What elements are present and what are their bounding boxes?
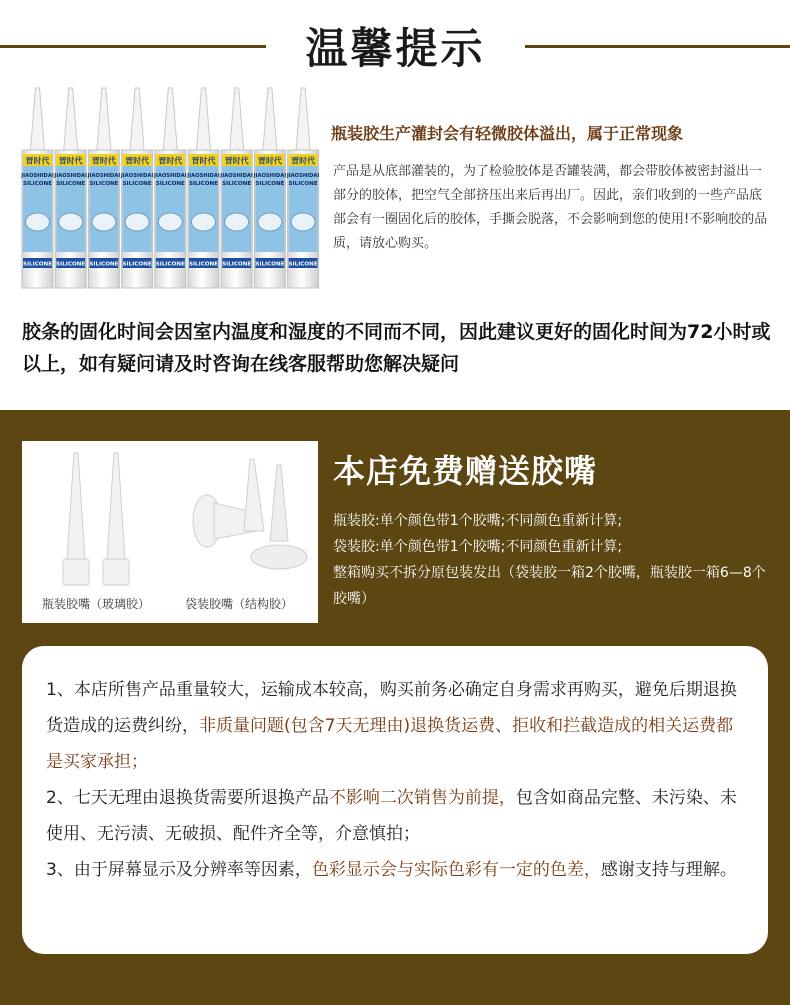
sealant-tube — [186, 88, 220, 288]
gift-line-box: 整箱购买不拆分原包装发出（袋装胶一箱2个胶嘴，瓶装胶一箱6—8个胶嘴） — [333, 565, 766, 607]
page-title: 温馨提示 — [305, 24, 486, 73]
svg-text:SILICONE: SILICONE — [188, 261, 219, 268]
svg-text:JIAOSHIDAI: JIAOSHIDAI — [87, 173, 121, 179]
sealant-tube — [53, 88, 87, 288]
svg-text:SILICONE: SILICONE — [255, 261, 285, 268]
gift-title: 本店免费赠送胶嘴 — [333, 452, 598, 490]
sealant-tube — [20, 88, 54, 288]
svg-text:SILICONE: SILICONE — [56, 261, 86, 268]
gift-line-bottle: 瓶装胶:单个颜色带1个胶嘴;不同颜色重新计算; — [333, 513, 623, 529]
bag-nozzle-a — [193, 459, 264, 547]
svg-text:JIAOSHIDAI: JIAOSHIDAI — [286, 173, 320, 179]
svg-text:SILICONE: SILICONE — [188, 181, 219, 187]
svg-text:JIAOSHIDAI: JIAOSHIDAI — [253, 173, 287, 179]
policy-text — [46, 672, 750, 888]
svg-text:晋时代: 晋时代 — [91, 156, 116, 166]
svg-text:SILICONE: SILICONE — [122, 261, 152, 268]
svg-text:SILICONE: SILICONE — [222, 261, 252, 268]
policy-3-highlight: 色彩显示会与实际色彩有一定的色差， — [311, 860, 601, 880]
svg-text:SILICONE: SILICONE — [222, 181, 252, 187]
svg-text:SILICONE: SILICONE — [288, 261, 318, 268]
policy-1-highlight: 非质量问题(包含7天无理由)退换货运费、拒收和拦截造成的相关运费都是买家承担； — [46, 716, 734, 772]
svg-text:晋时代: 晋时代 — [291, 156, 316, 166]
policy-3-text: 3、由于屏幕显示及分辨率等因素， — [46, 860, 312, 880]
svg-text:JIAOSHIDAI: JIAOSHIDAI — [21, 173, 54, 179]
svg-text:晋时代: 晋时代 — [158, 156, 183, 166]
svg-text:SILICONE: SILICONE — [22, 181, 53, 187]
svg-text:晋时代: 晋时代 — [125, 156, 150, 166]
sealant-tube — [120, 88, 154, 288]
sealant-tube — [253, 88, 287, 288]
cure-time-text: 胶条的固化时间会因室内温度和湿度的不同而不同，因此建议更好的固化时间为72小时或以上，如有疑问请及时咨询在线客服帮助您解决疑问 — [22, 321, 771, 375]
svg-text:SILICONE: SILICONE — [255, 181, 285, 187]
gift-body — [333, 508, 773, 612]
sealant-tube — [286, 88, 320, 288]
policy-2-highlight: 不影响二次销售为前提， — [328, 788, 516, 808]
svg-text:SILICONE: SILICONE — [89, 261, 119, 268]
svg-text:JIAOSHIDAI: JIAOSHIDAI — [220, 173, 253, 179]
notice-body: 产品是从底部灌装的，为了检验胶体是否罐装满，都会带胶体被密封溢出一部分的胶体，把空气全部挤压出来后再出厂。因此，亲们收到的一些产品底部会有一圈固化后的胶体，手撕会脱落，不会影响到您的使用!不影响胶的品质，请放心购买。 — [333, 164, 768, 251]
sealant-tube — [87, 88, 121, 288]
svg-text:晋时代: 晋时代 — [191, 156, 216, 166]
title-rule-right — [525, 45, 790, 48]
bottle-nozzle-caption: 瓶装胶嘴（玻璃胶） — [42, 597, 151, 611]
bottle-nozzle-b — [103, 453, 129, 585]
policy-2-text: 2、七天无理由退换货需要所退换产品 — [46, 788, 329, 808]
policy-1-text: 1、本店所售产品重量较大，运输成本较高，购买前务必确定自身需求再购买，避免后期退换货造成的运费纠纷， — [46, 680, 737, 736]
policy-card — [22, 646, 768, 954]
svg-text:JIAOSHIDAI: JIAOSHIDAI — [54, 173, 87, 179]
svg-text:JIAOSHIDAI: JIAOSHIDAI — [120, 173, 154, 179]
svg-text:JIAOSHIDAI: JIAOSHIDAI — [187, 173, 220, 179]
svg-text:晋时代: 晋时代 — [58, 156, 83, 166]
svg-text:SILICONE: SILICONE — [89, 181, 119, 187]
svg-text:晋时代: 晋时代 — [257, 156, 282, 166]
sealant-tube — [219, 88, 253, 288]
title-row — [0, 12, 790, 72]
bottle-nozzle-a — [63, 453, 89, 585]
svg-text:JIAOSHIDAI: JIAOSHIDAI — [154, 173, 187, 179]
notice-title: 瓶装胶生产灌封会有轻微胶体溢出，属于正常现象 — [331, 124, 684, 143]
svg-text:SILICONE: SILICONE — [288, 181, 318, 187]
policy-2-text-end: 包含如商品完整、未污染、未使用、无污渍、无破损、配件齐全等，介意慎拍； — [46, 788, 737, 844]
nozzles-image — [22, 441, 318, 591]
svg-text:SILICONE: SILICONE — [122, 181, 152, 187]
sealant-tube — [153, 88, 187, 288]
svg-text:SILICONE: SILICONE — [155, 181, 185, 187]
svg-text:SILICONE: SILICONE — [56, 181, 86, 187]
nozzle-image-card — [22, 441, 318, 623]
policy-3-text-end: 感谢支持与理解。 — [600, 860, 737, 880]
svg-text:晋时代: 晋时代 — [25, 156, 50, 166]
svg-text:SILICONE: SILICONE — [22, 261, 53, 268]
title-rule-left — [0, 45, 266, 48]
sealant-tubes-image — [20, 80, 320, 292]
svg-text:晋时代: 晋时代 — [224, 156, 249, 166]
gift-line-bag: 袋装胶:单个颜色带1个胶嘴;不同颜色重新计算; — [333, 539, 623, 555]
bag-nozzle-caption: 袋装胶嘴（结构胶） — [185, 597, 294, 611]
svg-text:SILICONE: SILICONE — [155, 261, 185, 268]
